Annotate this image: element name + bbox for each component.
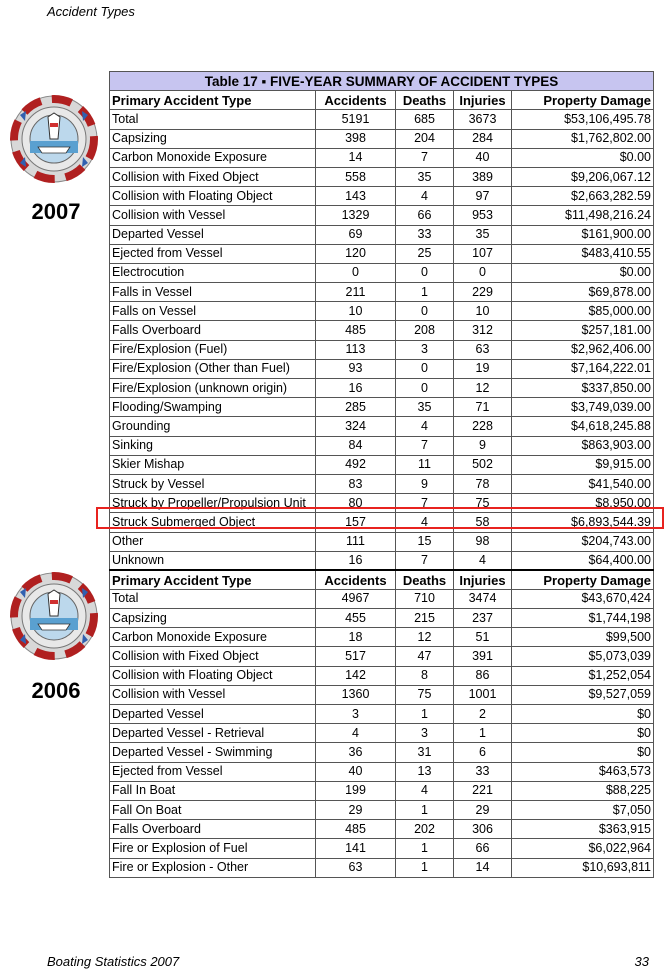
- col-property-damage-cell: $0.00: [512, 263, 654, 282]
- column-header-injuries: Injuries: [454, 91, 512, 110]
- col-injuries-cell: 312: [454, 321, 512, 340]
- col-deaths-cell: 47: [396, 647, 454, 666]
- col-injuries-cell: 3474: [454, 589, 512, 608]
- col-property-damage-cell: $7,050: [512, 800, 654, 819]
- col-injuries-cell: 66: [454, 839, 512, 858]
- col-accidents-cell: 3: [316, 705, 396, 724]
- col-deaths-cell: 7: [396, 436, 454, 455]
- col-deaths-cell: 4: [396, 781, 454, 800]
- col-type-cell: Collision with Vessel: [110, 206, 316, 225]
- col-type-cell: Collision with Floating Object: [110, 187, 316, 206]
- table-row: [110, 302, 654, 321]
- table-row: [110, 513, 654, 532]
- col-type-cell: Collision with Fixed Object: [110, 167, 316, 186]
- col-property-damage-cell: $863,903.00: [512, 436, 654, 455]
- table-row: [110, 129, 654, 148]
- col-type-cell: Collision with Vessel: [110, 685, 316, 704]
- col-deaths-cell: 7: [396, 148, 454, 167]
- col-accidents-cell: 4967: [316, 589, 396, 608]
- table-row: [110, 110, 654, 129]
- col-injuries-cell: 4: [454, 551, 512, 570]
- col-accidents-cell: 143: [316, 187, 396, 206]
- header-row-2007: [110, 91, 654, 110]
- col-property-damage-cell: $9,206,067.12: [512, 167, 654, 186]
- col-deaths-cell: 9: [396, 474, 454, 493]
- col-accidents-cell: 141: [316, 839, 396, 858]
- col-property-damage-cell: $204,743.00: [512, 532, 654, 551]
- col-deaths-cell: 204: [396, 129, 454, 148]
- table-row: [110, 474, 654, 493]
- col-property-damage-cell: $1,744,198: [512, 609, 654, 628]
- col-type-cell: Fire or Explosion of Fuel: [110, 839, 316, 858]
- col-deaths-cell: 33: [396, 225, 454, 244]
- col-accidents-cell: 324: [316, 417, 396, 436]
- col-type-cell: Struck Submerged Object: [110, 513, 316, 532]
- col-accidents-cell: 517: [316, 647, 396, 666]
- col-accidents-cell: 455: [316, 609, 396, 628]
- col-accidents-cell: 1360: [316, 685, 396, 704]
- col-deaths-cell: 1: [396, 858, 454, 877]
- col-injuries-cell: 228: [454, 417, 512, 436]
- col-property-damage-cell: $1,252,054: [512, 666, 654, 685]
- col-type-cell: Flooding/Swamping: [110, 398, 316, 417]
- col-injuries-cell: 391: [454, 647, 512, 666]
- accident-types-table-container: [109, 71, 653, 878]
- table-body: [110, 91, 654, 878]
- col-accidents-cell: 398: [316, 129, 396, 148]
- col-type-cell: Fire/Explosion (Other than Fuel): [110, 359, 316, 378]
- col-property-damage-cell: $88,225: [512, 781, 654, 800]
- table-row: [110, 225, 654, 244]
- col-type-cell: Capsizing: [110, 609, 316, 628]
- col-accidents-cell: 1329: [316, 206, 396, 225]
- col-accidents-cell: 69: [316, 225, 396, 244]
- col-accidents-cell: 40: [316, 762, 396, 781]
- table-row: [110, 609, 654, 628]
- column-header-property-damage: Property Damage: [512, 570, 654, 589]
- col-property-damage-cell: $7,164,222.01: [512, 359, 654, 378]
- boating-safety-logo-2006: [8, 570, 100, 662]
- table-row: [110, 743, 654, 762]
- col-deaths-cell: 4: [396, 513, 454, 532]
- col-accidents-cell: 5191: [316, 110, 396, 129]
- col-property-damage-cell: $11,498,216.24: [512, 206, 654, 225]
- col-property-damage-cell: $2,962,406.00: [512, 340, 654, 359]
- col-injuries-cell: 19: [454, 359, 512, 378]
- col-type-cell: Struck by Propeller/Propulsion Unit: [110, 494, 316, 513]
- col-type-cell: Total: [110, 110, 316, 129]
- col-injuries-cell: 502: [454, 455, 512, 474]
- col-injuries-cell: 98: [454, 532, 512, 551]
- table-row: [110, 781, 654, 800]
- col-property-damage-cell: $6,893,544.39: [512, 513, 654, 532]
- col-property-damage-cell: $41,540.00: [512, 474, 654, 493]
- col-deaths-cell: 8: [396, 666, 454, 685]
- col-property-damage-cell: $363,915: [512, 820, 654, 839]
- col-accidents-cell: 211: [316, 283, 396, 302]
- col-accidents-cell: 63: [316, 858, 396, 877]
- col-property-damage-cell: $85,000.00: [512, 302, 654, 321]
- col-injuries-cell: 237: [454, 609, 512, 628]
- column-header-accidents: Accidents: [316, 570, 396, 589]
- table-row: [110, 762, 654, 781]
- col-type-cell: Departed Vessel - Swimming: [110, 743, 316, 762]
- col-deaths-cell: 1: [396, 839, 454, 858]
- table-row: [110, 589, 654, 608]
- column-header-type: Primary Accident Type: [110, 570, 316, 589]
- col-type-cell: Unknown: [110, 551, 316, 570]
- table-row: [110, 167, 654, 186]
- table-row: [110, 263, 654, 282]
- table-row: [110, 839, 654, 858]
- accident-types-table: [109, 71, 654, 878]
- table-row: [110, 244, 654, 263]
- col-injuries-cell: 9: [454, 436, 512, 455]
- col-injuries-cell: 58: [454, 513, 512, 532]
- col-deaths-cell: 3: [396, 340, 454, 359]
- col-injuries-cell: 75: [454, 494, 512, 513]
- footer-page-number: 33: [634, 954, 649, 969]
- table-row: [110, 206, 654, 225]
- col-accidents-cell: 29: [316, 800, 396, 819]
- column-header-property-damage: Property Damage: [512, 91, 654, 110]
- col-accidents-cell: 120: [316, 244, 396, 263]
- col-type-cell: Other: [110, 532, 316, 551]
- col-injuries-cell: 97: [454, 187, 512, 206]
- col-type-cell: Carbon Monoxide Exposure: [110, 148, 316, 167]
- table-row: [110, 705, 654, 724]
- table-row: [110, 398, 654, 417]
- life-ring-icon: [11, 573, 97, 659]
- col-deaths-cell: 25: [396, 244, 454, 263]
- col-type-cell: Collision with Fixed Object: [110, 647, 316, 666]
- col-accidents-cell: 485: [316, 321, 396, 340]
- col-injuries-cell: 78: [454, 474, 512, 493]
- col-property-damage-cell: $9,527,059: [512, 685, 654, 704]
- table-row: [110, 283, 654, 302]
- col-injuries-cell: 6: [454, 743, 512, 762]
- col-injuries-cell: 0: [454, 263, 512, 282]
- table-row: [110, 551, 654, 570]
- col-property-damage-cell: $5,073,039: [512, 647, 654, 666]
- col-type-cell: Falls Overboard: [110, 820, 316, 839]
- col-property-damage-cell: $64,400.00: [512, 551, 654, 570]
- col-property-damage-cell: $0.00: [512, 148, 654, 167]
- table-row: [110, 359, 654, 378]
- col-injuries-cell: 221: [454, 781, 512, 800]
- col-property-damage-cell: $463,573: [512, 762, 654, 781]
- col-property-damage-cell: $161,900.00: [512, 225, 654, 244]
- col-accidents-cell: 0: [316, 263, 396, 282]
- col-deaths-cell: 7: [396, 494, 454, 513]
- boating-safety-logo-2007: [8, 93, 100, 185]
- table-title: Table 17 ▪ FIVE-YEAR SUMMARY OF ACCIDENT TYPES: [110, 72, 654, 91]
- col-accidents-cell: 157: [316, 513, 396, 532]
- year-label-2006: 2006: [31, 678, 81, 703]
- table-row: [110, 800, 654, 819]
- col-type-cell: Fire/Explosion (Fuel): [110, 340, 316, 359]
- column-header-accidents: Accidents: [316, 91, 396, 110]
- col-type-cell: Carbon Monoxide Exposure: [110, 628, 316, 647]
- year-label-2007: 2007: [31, 199, 81, 224]
- col-deaths-cell: 7: [396, 551, 454, 570]
- col-accidents-cell: 36: [316, 743, 396, 762]
- col-type-cell: Fall On Boat: [110, 800, 316, 819]
- col-property-damage-cell: $4,618,245.88: [512, 417, 654, 436]
- col-deaths-cell: 66: [396, 206, 454, 225]
- col-injuries-cell: 86: [454, 666, 512, 685]
- col-type-cell: Sinking: [110, 436, 316, 455]
- table-row: [110, 858, 654, 877]
- col-deaths-cell: 4: [396, 417, 454, 436]
- col-deaths-cell: 35: [396, 167, 454, 186]
- table-row: [110, 685, 654, 704]
- col-injuries-cell: 389: [454, 167, 512, 186]
- col-type-cell: Fall In Boat: [110, 781, 316, 800]
- col-type-cell: Falls in Vessel: [110, 283, 316, 302]
- col-accidents-cell: 285: [316, 398, 396, 417]
- col-deaths-cell: 0: [396, 379, 454, 398]
- col-accidents-cell: 142: [316, 666, 396, 685]
- header-row-2006: [110, 570, 654, 589]
- table-row: [110, 148, 654, 167]
- col-accidents-cell: 4: [316, 724, 396, 743]
- col-type-cell: Ejected from Vessel: [110, 244, 316, 263]
- col-injuries-cell: 306: [454, 820, 512, 839]
- col-property-damage-cell: $1,762,802.00: [512, 129, 654, 148]
- col-injuries-cell: 29: [454, 800, 512, 819]
- col-deaths-cell: 13: [396, 762, 454, 781]
- table-row: [110, 340, 654, 359]
- table-row: [110, 628, 654, 647]
- col-deaths-cell: 0: [396, 302, 454, 321]
- col-injuries-cell: 284: [454, 129, 512, 148]
- column-header-deaths: Deaths: [396, 570, 454, 589]
- col-accidents-cell: 113: [316, 340, 396, 359]
- col-deaths-cell: 1: [396, 800, 454, 819]
- col-injuries-cell: 2: [454, 705, 512, 724]
- col-property-damage-cell: $6,022,964: [512, 839, 654, 858]
- table-row: [110, 820, 654, 839]
- table-row: [110, 532, 654, 551]
- col-property-damage-cell: $69,878.00: [512, 283, 654, 302]
- col-accidents-cell: 83: [316, 474, 396, 493]
- col-property-damage-cell: $99,500: [512, 628, 654, 647]
- col-deaths-cell: 3: [396, 724, 454, 743]
- col-type-cell: Ejected from Vessel: [110, 762, 316, 781]
- col-injuries-cell: 1001: [454, 685, 512, 704]
- col-deaths-cell: 0: [396, 359, 454, 378]
- col-property-damage-cell: $53,106,495.78: [512, 110, 654, 129]
- col-deaths-cell: 31: [396, 743, 454, 762]
- col-deaths-cell: 4: [396, 187, 454, 206]
- col-injuries-cell: 33: [454, 762, 512, 781]
- col-injuries-cell: 1: [454, 724, 512, 743]
- col-property-damage-cell: $0: [512, 724, 654, 743]
- col-property-damage-cell: $0: [512, 705, 654, 724]
- col-injuries-cell: 3673: [454, 110, 512, 129]
- col-property-damage-cell: $2,663,282.59: [512, 187, 654, 206]
- col-injuries-cell: 63: [454, 340, 512, 359]
- col-type-cell: Fire/Explosion (unknown origin): [110, 379, 316, 398]
- table-row: [110, 187, 654, 206]
- col-deaths-cell: 1: [396, 283, 454, 302]
- page-header: Accident Types: [47, 4, 135, 19]
- col-deaths-cell: 35: [396, 398, 454, 417]
- col-property-damage-cell: $483,410.55: [512, 244, 654, 263]
- col-type-cell: Skier Mishap: [110, 455, 316, 474]
- col-property-damage-cell: $0: [512, 743, 654, 762]
- col-accidents-cell: 111: [316, 532, 396, 551]
- col-accidents-cell: 16: [316, 379, 396, 398]
- col-injuries-cell: 107: [454, 244, 512, 263]
- col-deaths-cell: 15: [396, 532, 454, 551]
- col-accidents-cell: 558: [316, 167, 396, 186]
- col-accidents-cell: 16: [316, 551, 396, 570]
- col-injuries-cell: 40: [454, 148, 512, 167]
- col-deaths-cell: 11: [396, 455, 454, 474]
- col-property-damage-cell: $8,950.00: [512, 494, 654, 513]
- col-type-cell: Departed Vessel: [110, 225, 316, 244]
- col-type-cell: Falls on Vessel: [110, 302, 316, 321]
- table-row: [110, 724, 654, 743]
- table-row: [110, 494, 654, 513]
- col-property-damage-cell: $257,181.00: [512, 321, 654, 340]
- col-type-cell: Struck by Vessel: [110, 474, 316, 493]
- column-header-injuries: Injuries: [454, 570, 512, 589]
- col-injuries-cell: 35: [454, 225, 512, 244]
- col-injuries-cell: 953: [454, 206, 512, 225]
- col-injuries-cell: 51: [454, 628, 512, 647]
- col-type-cell: Departed Vessel - Retrieval: [110, 724, 316, 743]
- col-type-cell: Capsizing: [110, 129, 316, 148]
- col-deaths-cell: 710: [396, 589, 454, 608]
- column-header-deaths: Deaths: [396, 91, 454, 110]
- col-injuries-cell: 10: [454, 302, 512, 321]
- col-accidents-cell: 18: [316, 628, 396, 647]
- col-type-cell: Total: [110, 589, 316, 608]
- life-ring-icon: [11, 96, 97, 182]
- col-injuries-cell: 71: [454, 398, 512, 417]
- col-accidents-cell: 485: [316, 820, 396, 839]
- col-accidents-cell: 14: [316, 148, 396, 167]
- table-row: [110, 321, 654, 340]
- col-injuries-cell: 14: [454, 858, 512, 877]
- table-row: [110, 666, 654, 685]
- col-type-cell: Fire or Explosion - Other: [110, 858, 316, 877]
- col-accidents-cell: 199: [316, 781, 396, 800]
- col-accidents-cell: 84: [316, 436, 396, 455]
- col-property-damage-cell: $337,850.00: [512, 379, 654, 398]
- col-type-cell: Departed Vessel: [110, 705, 316, 724]
- col-accidents-cell: 492: [316, 455, 396, 474]
- col-deaths-cell: 0: [396, 263, 454, 282]
- col-accidents-cell: 93: [316, 359, 396, 378]
- col-deaths-cell: 208: [396, 321, 454, 340]
- col-accidents-cell: 80: [316, 494, 396, 513]
- col-deaths-cell: 215: [396, 609, 454, 628]
- table-row: [110, 647, 654, 666]
- col-type-cell: Collision with Floating Object: [110, 666, 316, 685]
- col-deaths-cell: 12: [396, 628, 454, 647]
- table-row: [110, 417, 654, 436]
- col-property-damage-cell: $10,693,811: [512, 858, 654, 877]
- col-injuries-cell: 12: [454, 379, 512, 398]
- col-injuries-cell: 229: [454, 283, 512, 302]
- footer-publication: Boating Statistics 2007: [47, 954, 180, 969]
- table-row: [110, 436, 654, 455]
- col-deaths-cell: 75: [396, 685, 454, 704]
- col-type-cell: Electrocution: [110, 263, 316, 282]
- table-row: [110, 379, 654, 398]
- col-property-damage-cell: $43,670,424: [512, 589, 654, 608]
- col-type-cell: Grounding: [110, 417, 316, 436]
- col-deaths-cell: 1: [396, 705, 454, 724]
- column-header-type: Primary Accident Type: [110, 91, 316, 110]
- col-deaths-cell: 202: [396, 820, 454, 839]
- col-type-cell: Falls Overboard: [110, 321, 316, 340]
- col-accidents-cell: 10: [316, 302, 396, 321]
- col-deaths-cell: 685: [396, 110, 454, 129]
- table-row: [110, 455, 654, 474]
- col-property-damage-cell: $9,915.00: [512, 455, 654, 474]
- col-property-damage-cell: $3,749,039.00: [512, 398, 654, 417]
